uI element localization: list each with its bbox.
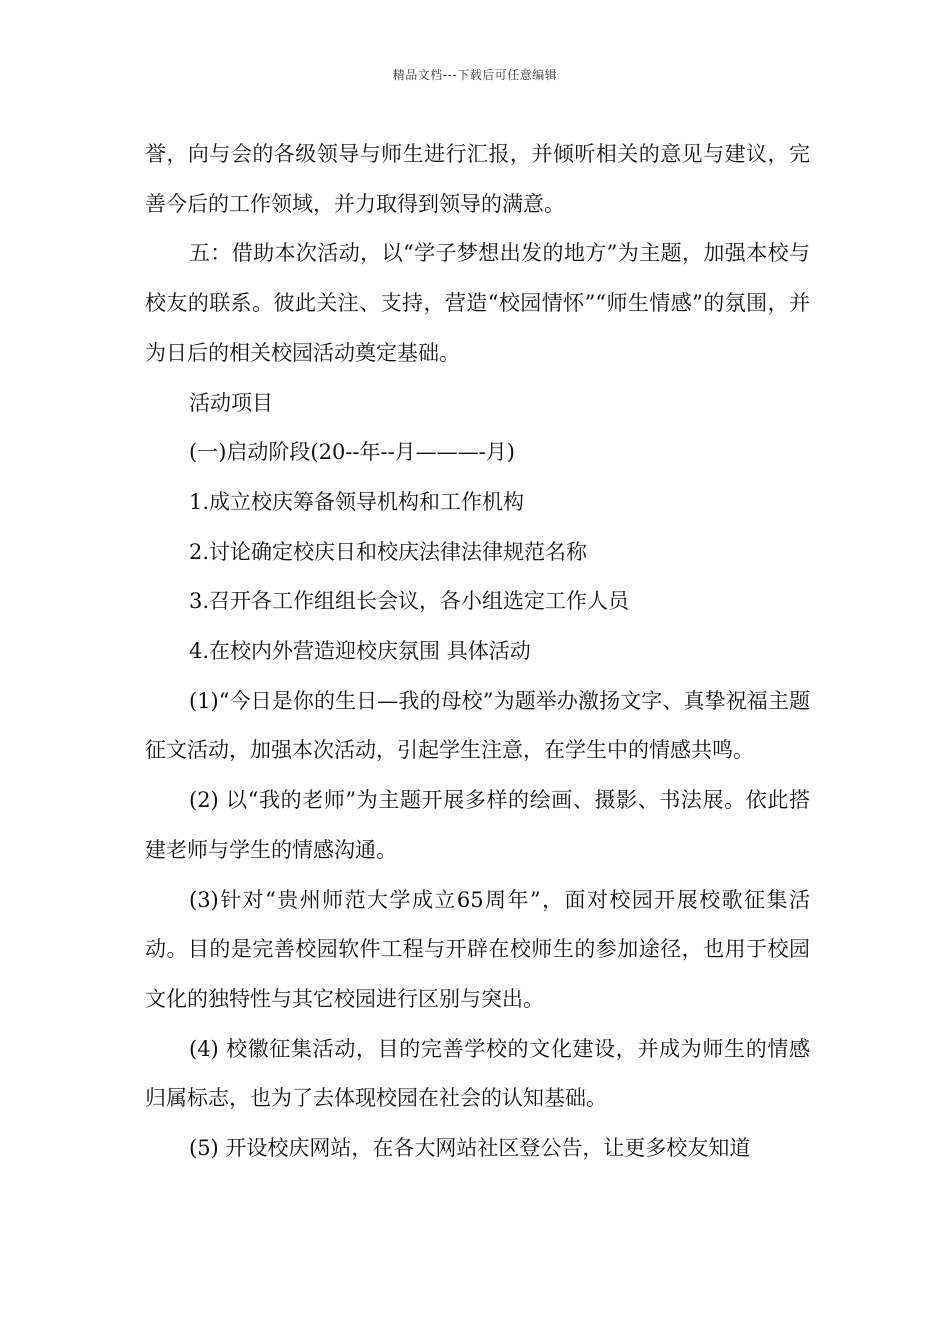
paragraph-1: 誉，向与会的各级领导与师生进行汇报，并倾听相关的意见与建议，完善今后的工作领域，并力取得到领导的满意。 [145, 142, 810, 216]
page-header: 精品文档---下载后可任意编辑 [392, 68, 558, 82]
list-item-1: 1.成立校庆筹备领导机构和工作机构 [189, 489, 525, 514]
paragraph-2: 五：借助本次活动，以“学子梦想出发的地方”为主题，加强本校与校友的联系。彼此关注、支持，营造“校园情怀”“师生情感”的氛围，并为日后的相关校园活动奠定基础。 [145, 241, 810, 365]
sub-item-4: (4) 校徽征集活动，目的完善学校的文化建设，并成为师生的情感归属标志，也为了去体现校园在社会的认知基础。 [145, 1036, 810, 1111]
sub-item-2: (2) 以“我的老师”为主题开展多样的绘画、摄影、书法展。依此搭建老师与学生的情感沟通。 [145, 788, 810, 862]
sub-item-5: (5) 开设校庆网站，在各大网站社区登公告，让更多校友知道 [189, 1136, 751, 1161]
list-item-4: 4.在校内外营造迎校庆氛围 具体活动 [189, 639, 531, 664]
document-body [145, 130, 810, 1174]
sub-item-3: (3)针对“贵州师范大学成立65周年”，面对校园开展校歌征集活动。目的是完善校园软件工程与开辟在校师生的参加途径，也用于校园文化的独特性与其它校园进行区别与突出。 [145, 887, 810, 1011]
sub-item-1: (1)“今日是你的生日—我的母校”为题举办激扬文字、真挚祝福主题征文活动，加强本次活动，引起学生注意，在学生中的情感共鸣。 [145, 688, 810, 763]
phase-heading-launch: (一)启动阶段(20--年--月———-月) [189, 440, 515, 465]
section-heading-activities: 活动项目 [189, 390, 273, 415]
list-item-2: 2.讨论确定校庆日和校庆法律法律规范名称 [189, 539, 588, 564]
list-item-3: 3.召开各工作组组长会议，各小组选定工作人员 [189, 589, 630, 614]
